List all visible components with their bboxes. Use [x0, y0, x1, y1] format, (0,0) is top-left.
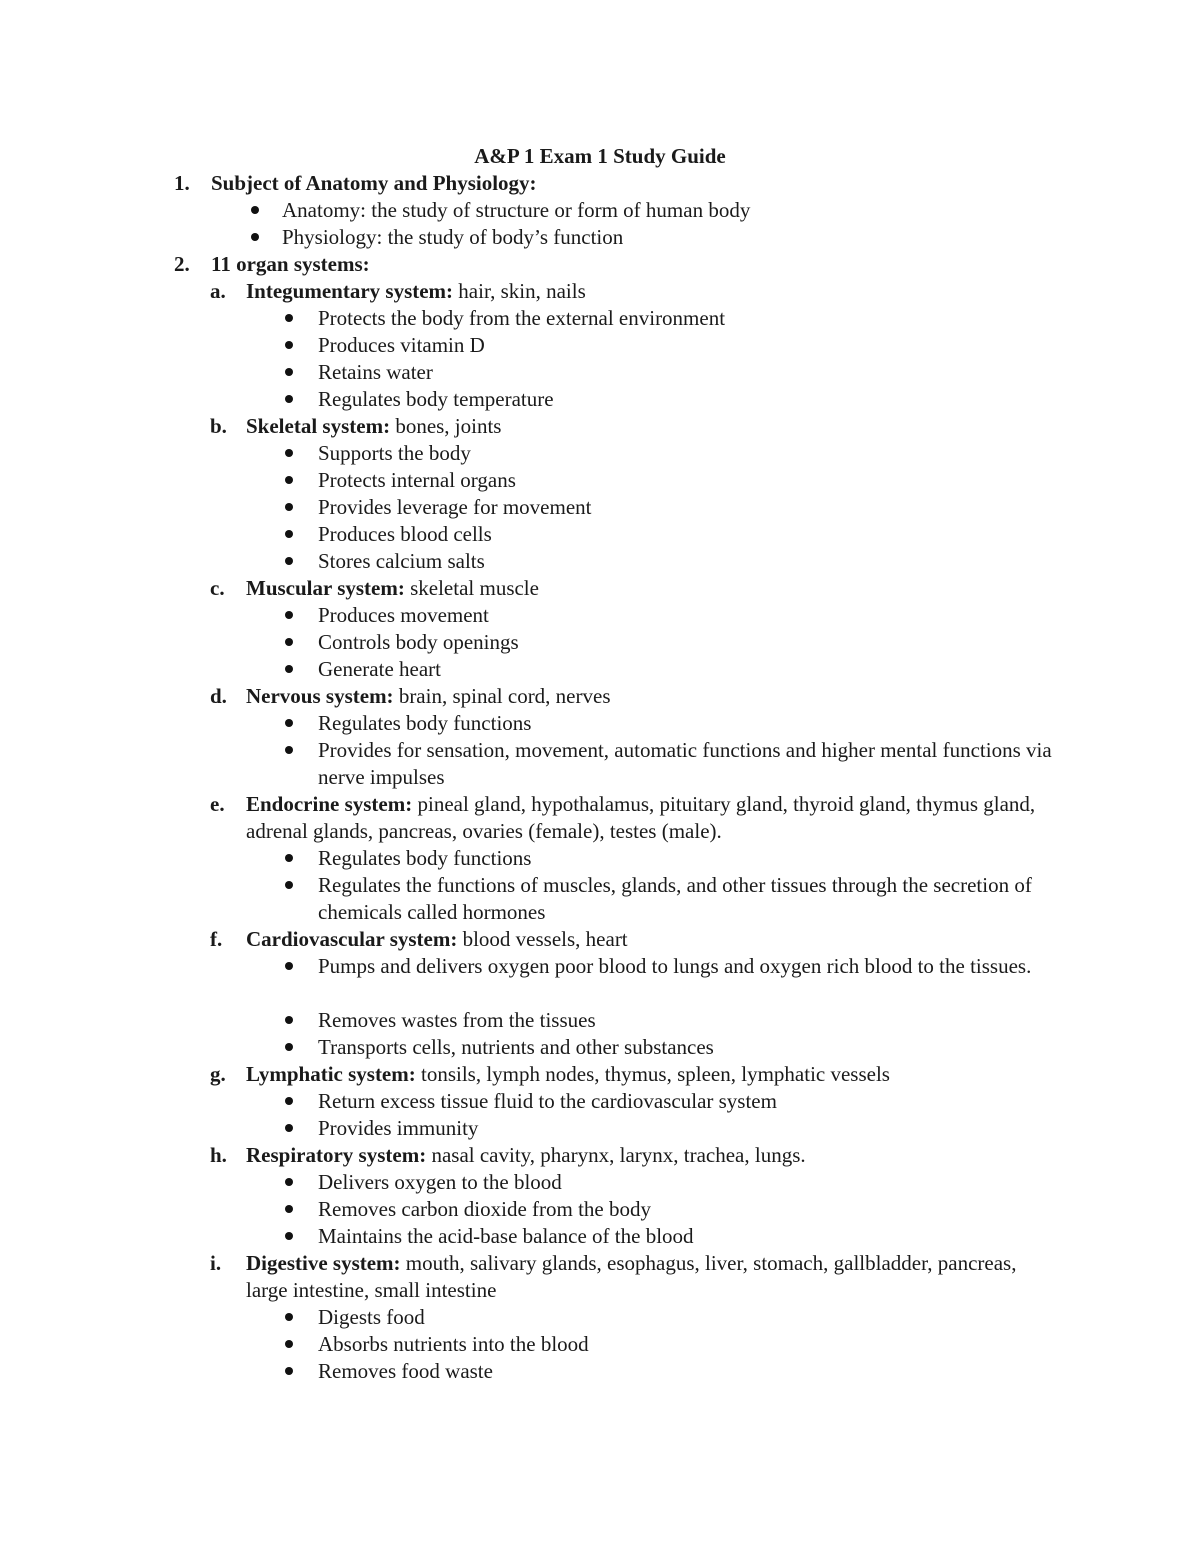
bullet-text: Anatomy: the study of structure or form of human body — [282, 198, 751, 222]
system-letter: g. — [210, 1062, 226, 1086]
bullet-icon — [285, 611, 293, 619]
system-name: Cardiovascular system: — [246, 927, 458, 951]
bullet-text: Generate heart — [318, 657, 441, 681]
list-item — [318, 1223, 1058, 1250]
bullet-icon — [285, 557, 293, 565]
list-item — [318, 1088, 1058, 1115]
bullet-icon — [285, 1097, 293, 1105]
system-description: hair, skin, nails — [453, 279, 586, 303]
system-name: Lymphatic system: — [246, 1062, 416, 1086]
bullet-icon — [285, 1367, 293, 1375]
system-name: Muscular system: — [246, 576, 405, 600]
bullet-icon — [285, 881, 293, 889]
system-heading — [246, 1142, 1046, 1169]
page-title: A&P 1 Exam 1 Study Guide — [474, 144, 726, 168]
bullet-icon — [285, 1205, 293, 1213]
bullet-text: Return excess tissue fluid to the cardiovascular system — [318, 1089, 777, 1113]
section-heading: Subject of Anatomy and Physiology: — [211, 171, 537, 195]
bullet-text: Supports the body — [318, 441, 471, 465]
bullet-icon — [285, 476, 293, 484]
system-description: bones, joints — [390, 414, 502, 438]
list-item — [318, 737, 1058, 791]
system-letter: b. — [210, 414, 227, 438]
list-item — [318, 629, 1058, 656]
list-item — [318, 1196, 1058, 1223]
bullet-icon — [285, 1016, 293, 1024]
section-number: 2. — [174, 252, 190, 276]
list-item — [282, 197, 750, 224]
system-name: Nervous system: — [246, 684, 394, 708]
bullet-text: Regulates body functions — [318, 711, 532, 735]
system-heading — [246, 791, 1046, 845]
system-letter: d. — [210, 684, 227, 708]
bullet-text: Regulates body temperature — [318, 387, 554, 411]
bullet-icon — [285, 1178, 293, 1186]
bullet-text: Pumps and delivers oxygen poor blood to lungs and oxygen rich blood to the tissues. — [318, 954, 1032, 978]
system-heading — [246, 575, 1046, 602]
bullet-text: Physiology: the study of body’s function — [282, 225, 624, 249]
bullet-text: Transports cells, nutrients and other substances — [318, 1035, 714, 1059]
section-1-heading — [174, 170, 537, 197]
system-heading — [246, 278, 1046, 305]
bullet-icon — [251, 233, 259, 241]
bullet-text: Maintains the acid-base balance of the blood — [318, 1224, 694, 1248]
list-item — [318, 602, 1058, 629]
system-letter: f. — [210, 927, 223, 951]
list-item — [318, 1034, 1058, 1061]
system-heading — [246, 1250, 1046, 1304]
bullet-text: Removes wastes from the tissues — [318, 1008, 596, 1032]
system-heading — [246, 926, 1046, 953]
bullet-icon — [285, 368, 293, 376]
bullet-icon — [285, 746, 293, 754]
bullet-text: Provides immunity — [318, 1116, 479, 1140]
list-item — [318, 845, 1058, 872]
bullet-icon — [285, 314, 293, 322]
bullet-icon — [285, 1340, 293, 1348]
system-letter: c. — [210, 576, 225, 600]
list-item — [318, 521, 1058, 548]
bullet-icon — [285, 530, 293, 538]
system-heading — [246, 683, 1046, 710]
bullet-text: Protects internal organs — [318, 468, 516, 492]
bullet-text: Digests food — [318, 1305, 425, 1329]
bullet-icon — [285, 854, 293, 862]
system-description: blood vessels, heart — [457, 927, 628, 951]
list-item — [318, 1007, 1058, 1034]
bullet-text: Regulates body functions — [318, 846, 532, 870]
list-item — [318, 332, 1058, 359]
system-heading — [246, 1061, 1046, 1088]
system-description: tonsils, lymph nodes, thymus, spleen, lymphatic vessels — [415, 1062, 890, 1086]
system-heading — [246, 413, 1046, 440]
system-letter: e. — [210, 792, 225, 816]
list-item — [318, 494, 1058, 521]
system-name: Skeletal system: — [246, 414, 391, 438]
section-heading: 11 organ systems: — [211, 252, 370, 276]
list-item — [318, 953, 1058, 980]
bullet-text: Removes food waste — [318, 1359, 493, 1383]
bullet-text: Absorbs nutrients into the blood — [318, 1332, 589, 1356]
bullet-icon — [285, 1232, 293, 1240]
list-item — [282, 224, 623, 251]
bullet-text: Produces blood cells — [318, 522, 492, 546]
list-item — [318, 305, 1058, 332]
system-letter: i. — [210, 1251, 222, 1275]
list-item — [318, 548, 1058, 575]
bullet-icon — [285, 1124, 293, 1132]
bullet-icon — [285, 719, 293, 727]
bullet-text: Produces vitamin D — [318, 333, 485, 357]
list-item — [318, 467, 1058, 494]
system-name: Endocrine system: — [246, 792, 413, 816]
system-name: Respiratory system: — [246, 1143, 427, 1167]
bullet-text: Regulates the functions of muscles, glands, and other tissues through the secretion of chemicals called hormones — [318, 873, 1032, 924]
list-item — [318, 872, 1058, 926]
system-description: mouth, salivary glands, esophagus, liver, stomach, gallbladder, pancreas, large intestine, small intestine — [246, 1251, 1017, 1302]
bullet-text: Retains water — [318, 360, 433, 384]
bullet-text: Delivers oxygen to the blood — [318, 1170, 562, 1194]
bullet-text: Produces movement — [318, 603, 489, 627]
list-item — [318, 359, 1058, 386]
list-item — [318, 1304, 1058, 1331]
section-2-heading — [174, 251, 370, 278]
bullet-icon — [285, 1313, 293, 1321]
bullet-icon — [285, 449, 293, 457]
list-item — [318, 1115, 1058, 1142]
bullet-icon — [285, 395, 293, 403]
system-description: pineal gland, hypothalamus, pituitary gland, thyroid gland, thymus gland, adrenal glands, pancreas, ovaries (female), testes (male). — [246, 792, 1036, 843]
list-item — [318, 656, 1058, 683]
bullet-text: Removes carbon dioxide from the body — [318, 1197, 652, 1221]
section-number: 1. — [174, 171, 190, 195]
bullet-text: Provides for sensation, movement, automatic functions and higher mental functions via nerve impulses — [318, 738, 1052, 789]
system-letter: a. — [210, 279, 226, 303]
bullet-icon — [285, 962, 293, 970]
list-item — [318, 710, 1058, 737]
system-description: skeletal muscle — [404, 576, 539, 600]
bullet-text: Stores calcium salts — [318, 549, 485, 573]
system-description: nasal cavity, pharynx, larynx, trachea, lungs. — [426, 1143, 806, 1167]
bullet-text: Controls body openings — [318, 630, 519, 654]
bullet-icon — [285, 638, 293, 646]
bullet-text: Protects the body from the external environment — [318, 306, 726, 330]
list-item — [318, 1331, 1058, 1358]
system-name: Integumentary system: — [246, 279, 454, 303]
bullet-icon — [251, 206, 259, 214]
list-item — [318, 1358, 1058, 1385]
system-name: Digestive system: — [246, 1251, 401, 1275]
system-description: brain, spinal cord, nerves — [393, 684, 611, 708]
list-item — [318, 386, 1058, 413]
system-letter: h. — [210, 1143, 227, 1167]
bullet-icon — [285, 665, 293, 673]
bullet-icon — [285, 341, 293, 349]
bullet-text: Provides leverage for movement — [318, 495, 592, 519]
list-item — [318, 440, 1058, 467]
bullet-icon — [285, 1043, 293, 1051]
bullet-icon — [285, 503, 293, 511]
list-item — [318, 1169, 1058, 1196]
